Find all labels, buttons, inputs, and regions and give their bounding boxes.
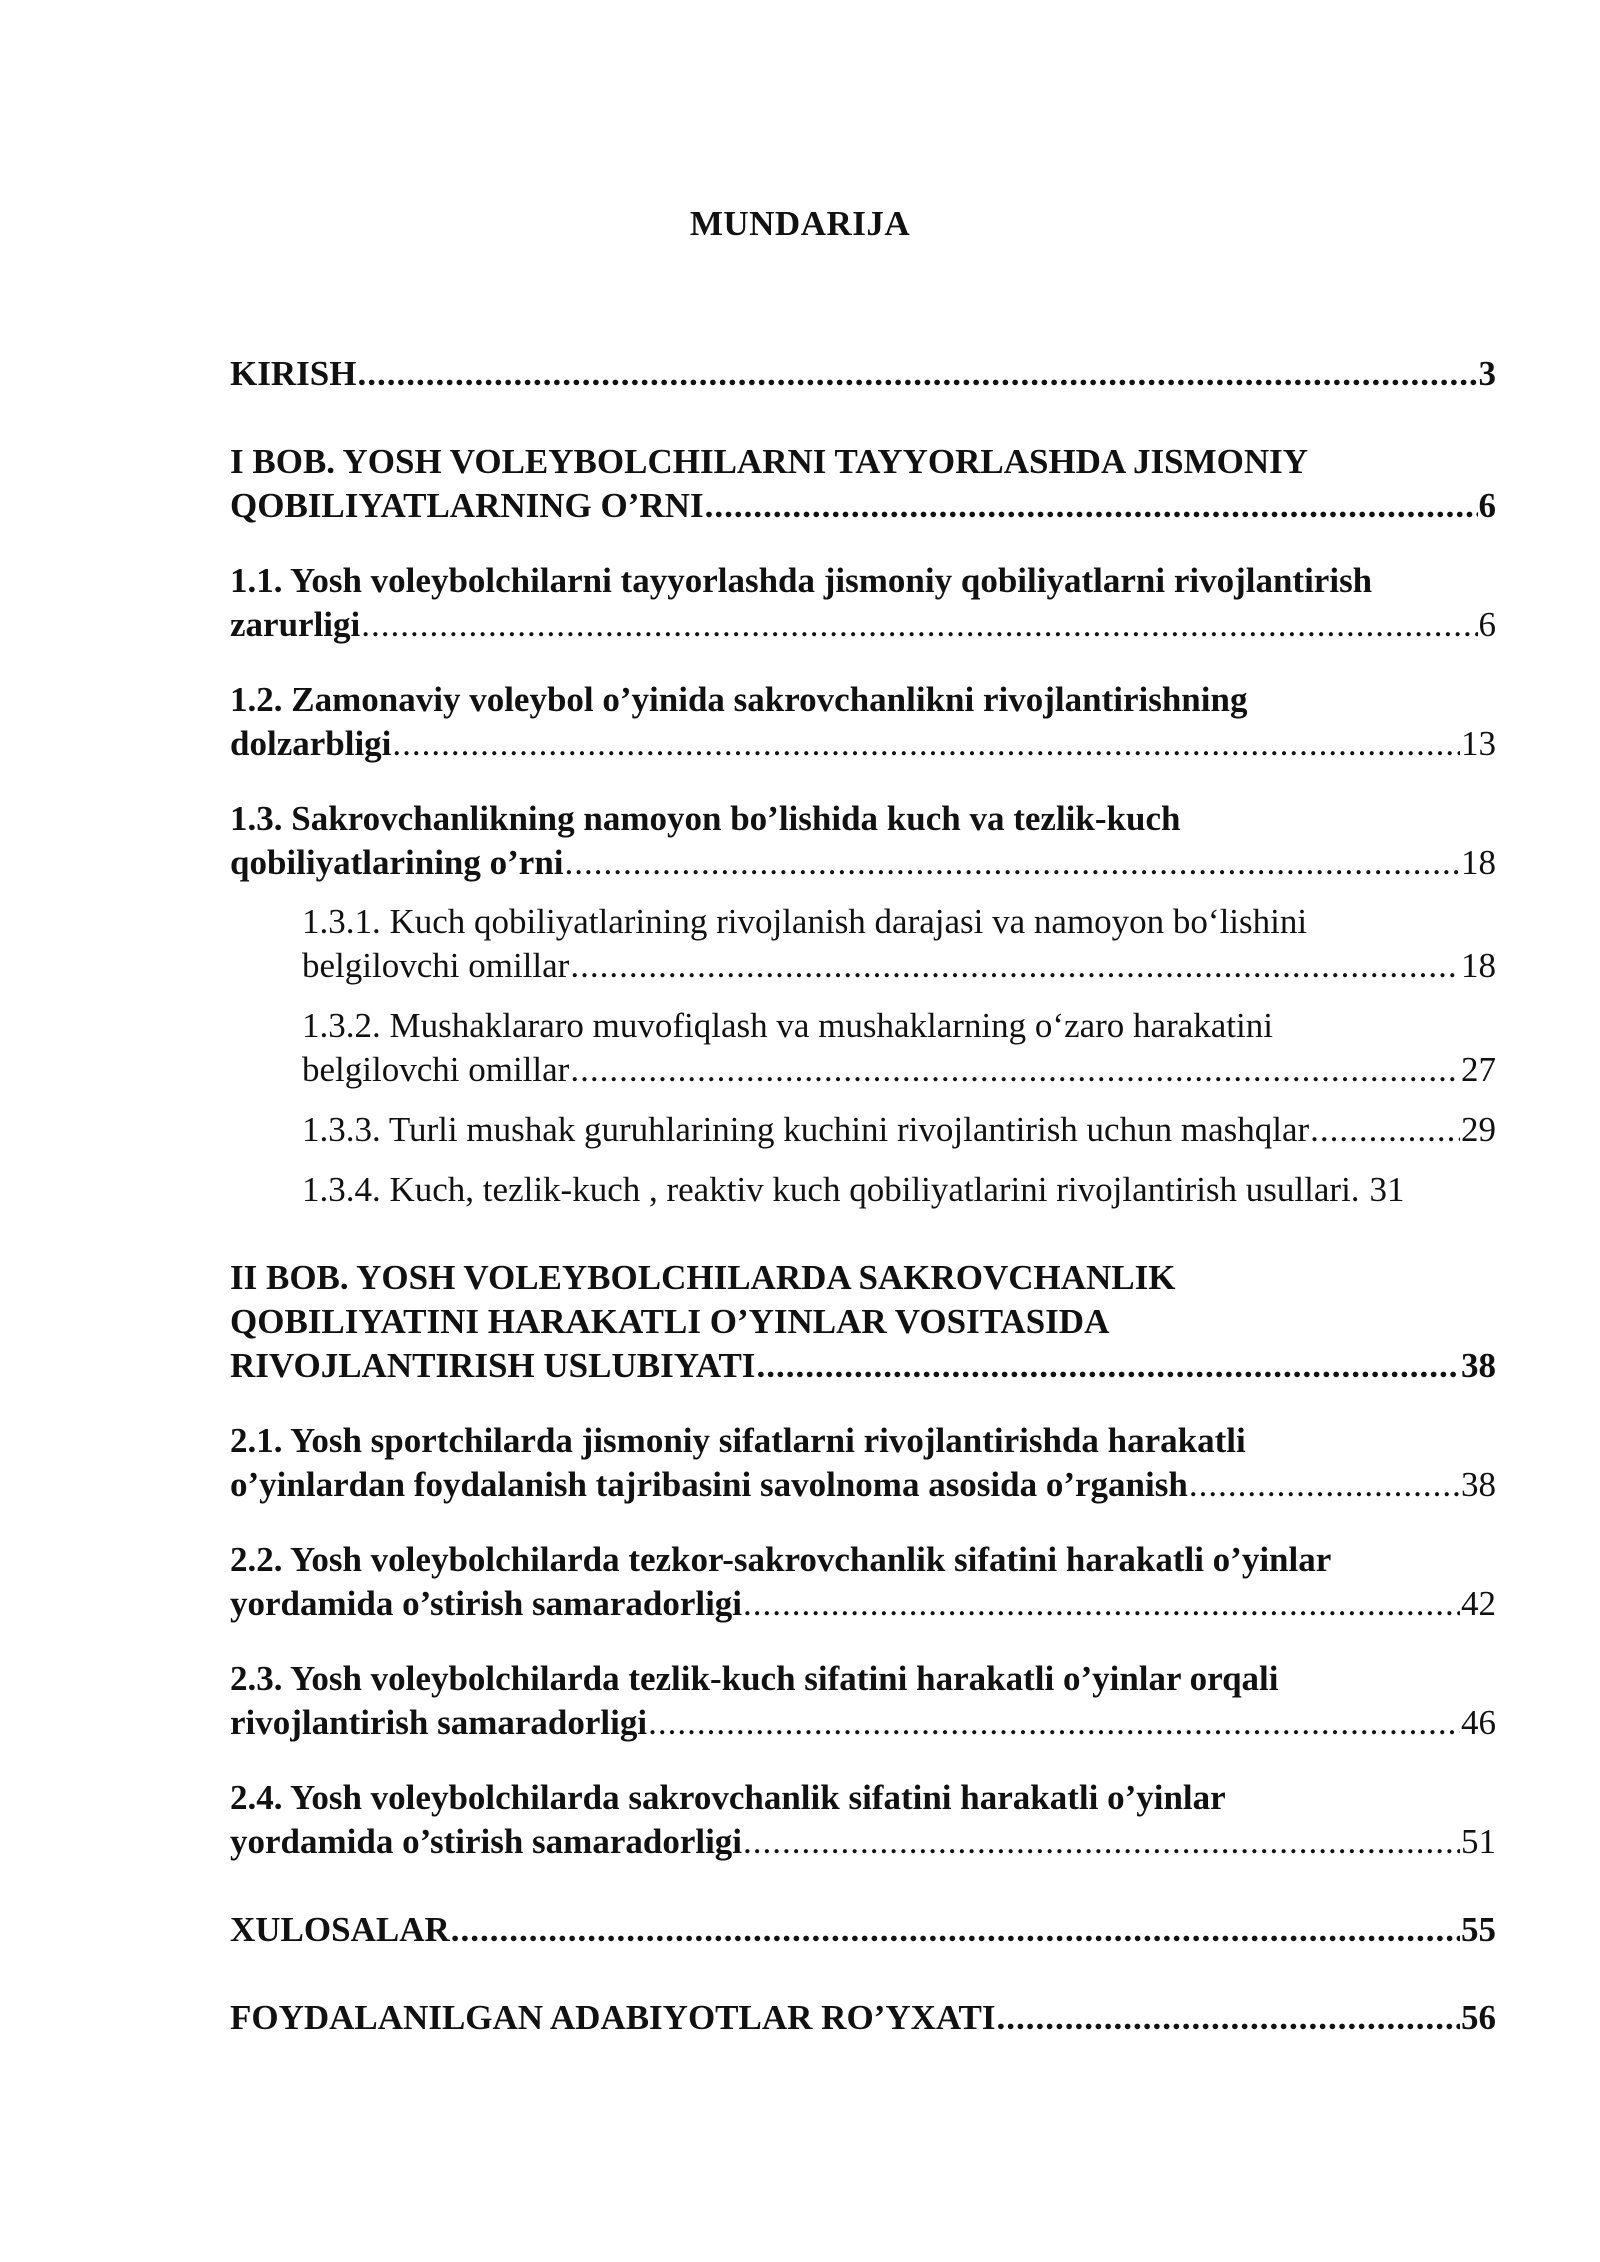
toc-entry-section-1-2[interactable] (230, 678, 1496, 766)
toc-entry-title-line: QOBILIYATLARNING O’RNI (230, 486, 704, 525)
toc-entry-chapter-2[interactable] (230, 1256, 1496, 1388)
toc-entry-section-1-1[interactable] (230, 559, 1496, 647)
toc-page-number: 18 (1461, 946, 1496, 985)
dot-leader (705, 484, 1478, 528)
toc-entry-subsection-1-3-1[interactable] (302, 900, 1496, 988)
toc-entry-subsection-1-3-4[interactable] (302, 1168, 1496, 1212)
toc-entry-title: FOYDALANILGAN ADABIYOTLAR RO’YXATI (230, 1998, 996, 2037)
toc-page-number: 42 (1461, 1584, 1496, 1623)
toc-entry-title: KIRISH (230, 354, 357, 393)
toc-entry-references[interactable] (230, 1996, 1496, 2040)
dot-leader (1310, 1108, 1460, 1152)
toc-entry-section-1-3[interactable] (230, 797, 1496, 885)
toc-page-number: 56 (1461, 1998, 1496, 2037)
table-of-contents (230, 352, 1496, 2040)
toc-entry-title-line: RIVOJLANTIRISH USLUBIYATI (230, 1346, 756, 1385)
toc-entry-subsection-1-3-2[interactable] (302, 1004, 1496, 1092)
dot-leader (565, 841, 1460, 885)
toc-entry-section-2-1[interactable] (230, 1419, 1496, 1507)
page-title: MUNDARIJA (689, 204, 911, 243)
toc-page-number: 18 (1461, 843, 1496, 882)
toc-page-number: 27 (1461, 1050, 1496, 1089)
toc-page-number: 29 (1461, 1110, 1496, 1149)
toc-entry-title-line: 2.2. Yosh voleybolchilarda tezkor-sakrovchanlik sifatini harakatli o’yinlar (230, 1540, 1332, 1579)
toc-entry-title-line: 1.1. Yosh voleybolchilarni tayyorlashda jismoniy qobiliyatlarni rivojlantirish (230, 561, 1373, 600)
dot-leader (756, 1344, 1460, 1388)
toc-entry-title-line: 2.3. Yosh voleybolchilarda tezlik-kuch sifatini harakatli o’yinlar orqali (230, 1659, 1279, 1698)
toc-entry-title-line: 1.3.2. Mushaklararo muvofiqlash va mushaklarning o‘zaro harakatini (302, 1006, 1273, 1045)
toc-entry-title-line: QOBILIYATINI HARAKATLI O’YINLAR VOSITASIDA (230, 1302, 1110, 1341)
toc-entry-title-line: yordamida o’stirish samaradorligi (230, 1822, 743, 1861)
toc-entry-title-line: I BOB. YOSH VOLEYBOLCHILARNI TAYYORLASHDA JISMONIY (230, 442, 1309, 481)
dot-leader (392, 722, 1460, 766)
toc-entry-title-line: qobiliyatlarining o’rni (230, 843, 564, 882)
dot-leader (997, 1996, 1460, 2040)
toc-page-number: 6 (1478, 605, 1496, 644)
toc-page-number: 3 (1478, 354, 1496, 393)
toc-entry-section-2-3[interactable] (230, 1657, 1496, 1745)
toc-page-number: 38 (1461, 1465, 1496, 1504)
dot-leader (357, 352, 1477, 396)
toc-entry-section-2-2[interactable] (230, 1538, 1496, 1626)
dot-leader (743, 1820, 1460, 1864)
dot-leader (451, 1908, 1460, 1952)
toc-entry-title-line: o’yinlardan foydalanish tajribasini savolnoma asosida o’rganish (230, 1465, 1188, 1504)
toc-entry-title-line: 1.3.1. Kuch qobiliyatlarining rivojlanish darajasi va namoyon bo‘lishini (302, 902, 1308, 941)
toc-entry-section-2-4[interactable] (230, 1776, 1496, 1864)
toc-entry-conclusions[interactable] (230, 1908, 1496, 1952)
dot-leader (361, 603, 1477, 647)
dot-leader (743, 1582, 1460, 1626)
dot-leader (570, 944, 1460, 988)
toc-entry-title-line: dolzarbligi (230, 724, 392, 763)
toc-entry-subsection-1-3-3[interactable] (302, 1108, 1496, 1152)
toc-entry-title-line: II BOB. YOSH VOLEYBOLCHILARDA SAKROVCHANLIK (230, 1258, 1176, 1297)
toc-page-number: 31 (1369, 1170, 1405, 1209)
toc-page-number: 6 (1478, 486, 1496, 525)
toc-entry-title-line: belgilovchi omillar (302, 946, 570, 985)
dot-leader (648, 1701, 1460, 1745)
toc-entry-title-line: 1.2. Zamonaviy voleybol o’yinida sakrovchanlikni rivojlantirishning (230, 680, 1248, 719)
toc-entry-title-line: yordamida o’stirish samaradorligi (230, 1584, 743, 1623)
toc-entry-introduction[interactable] (230, 352, 1496, 396)
toc-entry-title-line: zarurligi (230, 605, 361, 644)
dot-leader (570, 1048, 1460, 1092)
toc-page-number: 55 (1461, 1910, 1496, 1949)
toc-entry-title-line: 1.3. Sakrovchanlikning namoyon bo’lishida kuch va tezlik-kuch (230, 799, 1181, 838)
toc-entry-chapter-1[interactable] (230, 440, 1496, 528)
toc-entry-title-line: 2.1. Yosh sportchilarda jismoniy sifatlarni rivojlantirishda harakatli (230, 1421, 1246, 1460)
toc-entry-title: XULOSALAR (230, 1910, 450, 1949)
toc-page-number: 51 (1461, 1822, 1496, 1861)
toc-entry-title-line: 2.4. Yosh voleybolchilarda sakrovchanlik sifatini harakatli o’yinlar (230, 1778, 1226, 1817)
dot-leader (1189, 1463, 1460, 1507)
toc-page-number: 38 (1461, 1346, 1496, 1385)
toc-entry-title: 1.3.3. Turli mushak guruhlarining kuchini rivojlantirish uchun mashqlar (302, 1110, 1310, 1149)
toc-entry-title: 1.3.4. Kuch, tezlik-kuch , reaktiv kuch qobiliyatlarini rivojlantirish usullari. (302, 1170, 1360, 1209)
toc-entry-title-line: rivojlantirish samaradorligi (230, 1703, 648, 1742)
toc-page-number: 13 (1461, 724, 1496, 763)
toc-page-number: 46 (1461, 1703, 1496, 1742)
toc-entry-title-line: belgilovchi omillar (302, 1050, 570, 1089)
